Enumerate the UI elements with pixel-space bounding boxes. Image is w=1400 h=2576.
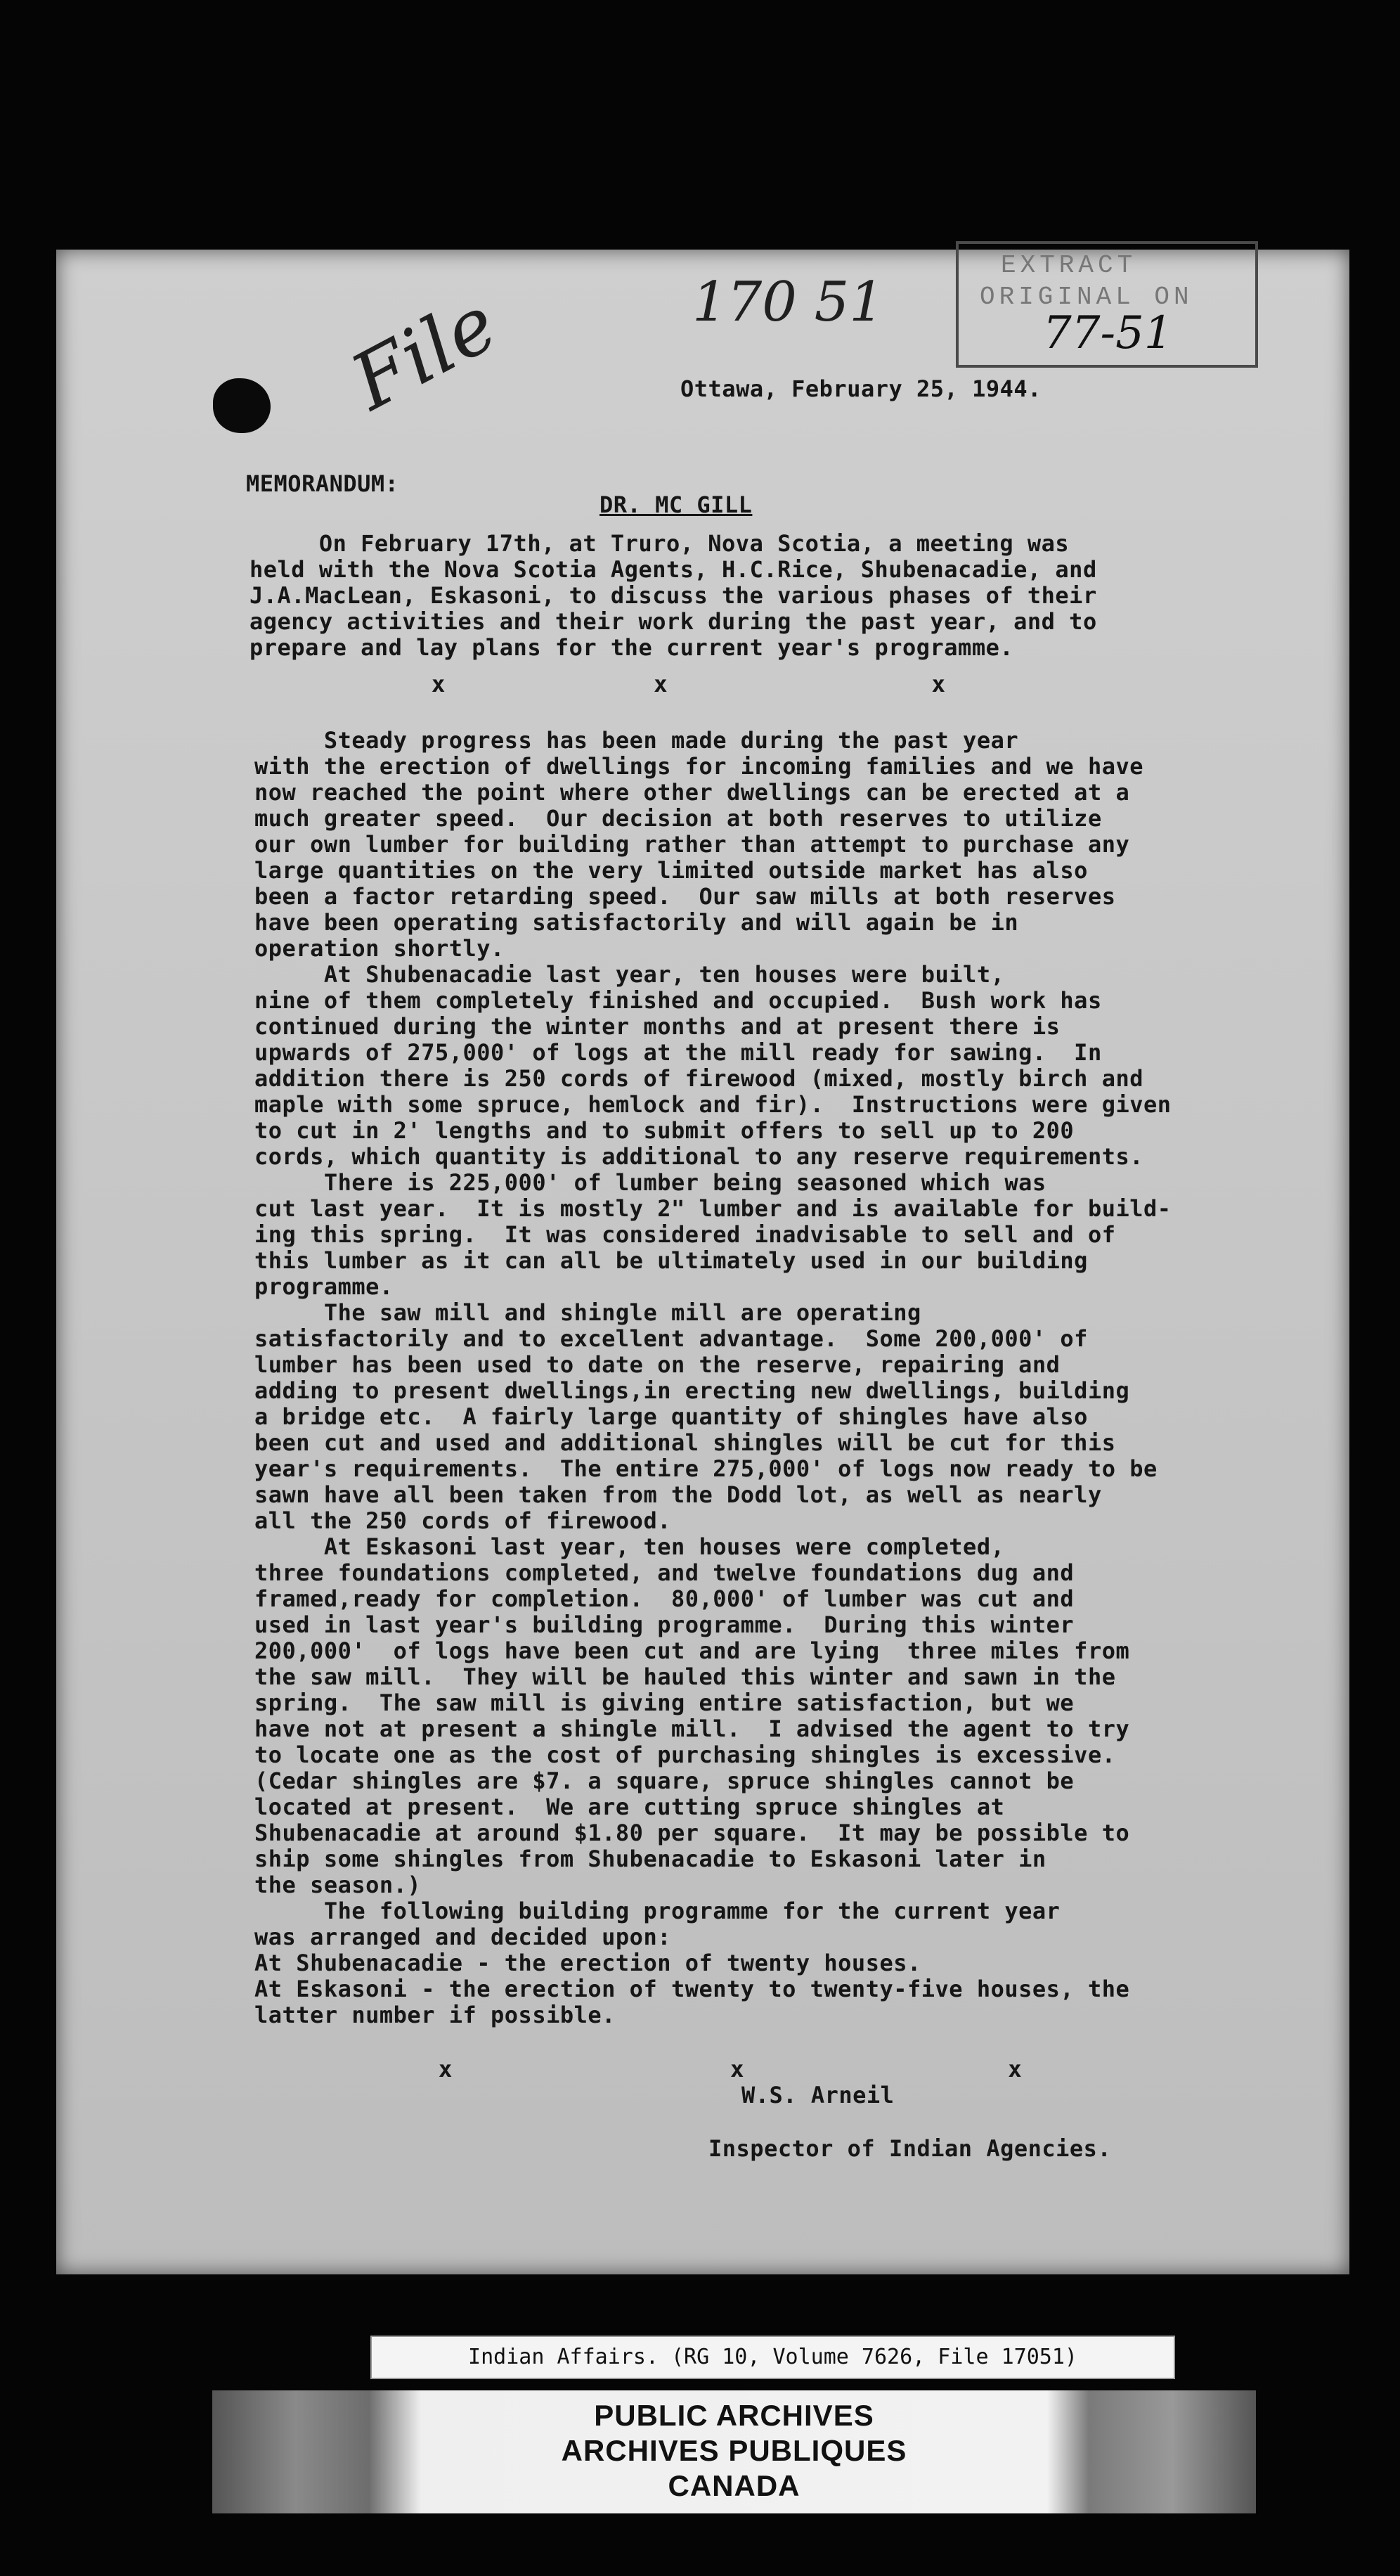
- signature-title: Inspector of Indian Agencies.: [708, 2135, 1112, 2162]
- stamp-line-2: ORIGINAL ON: [980, 283, 1193, 311]
- handwritten-file-number: 170 51: [692, 271, 884, 334]
- archives-line-1: PUBLIC ARCHIVES: [594, 2399, 874, 2432]
- stamp-handwritten-number: 77-51: [1043, 307, 1173, 359]
- memo-body: Steady progress has been made during the past year with the erection of dwellings for incoming families and we have now reached the point where other dwellings can be erected at a much greater speed. Our decision at both reserves to utilize our own lumber for building rather than attempt to purchase any large quantities on the very limited outside market has also been a factor retarding speed. Our saw mills at both reserves have been operating satisfactorily and will again be in operation shortly. At Shubenacadie last year, ten houses were built, nine of them completely finished and occupied. Bush work has continued during the winter months and at present there is upwards of 275,000' of logs at the mill ready for sawing. In addition there is 250 cords of firewood (mixed, mostly birch and maple with some spruce, hemlock and fir). Instructions were given to cut in 2' lengths and to submit offers to sell up to 200 cords, which quantity is additional to any reserve requirements. There is 225,000' of lumber being seasoned which was cut last year. It is mostly 2" lumber and is available for build- ing this spring. It was considered inadvisable to sell and of this lumber as it can all be ultimately used in our building programme. The saw mill and shingle mill are operating satisfactorily and to excellent advantage. Some 200,000' of lumber has been used to date on the reserve, repairing and adding to present dwellings,in erecting new dwellings, building a bridge etc. A fairly large quantity of shingles have also been cut and used and additional shingles will be cut for this year's requirements. The entire 275,000' of logs now ready to be sawn have all been taken from the Dodd lot, as well as nearly all the 250 cords of firewood. At Eskasoni last year, ten houses were completed, three foundations completed, and twelve foundations dug and framed,ready for completion. 80,000' of lumber was cut and used in last year's building programme. During this winter 200,000' of logs have been cut and are lying three miles from the saw mill. They will be hauled this winter and sawn in the spring. The saw mill is giving entire satisfaction, but we have not at present a shingle mill. I advised the agent to try to locate one as the cost of purchasing shingles is excessive. (Cedar shingles are $7. a square, spruce shingles cannot be located at present. We are cutting spruce shingles at Shubenacadie at around $1.80 per square. It may be possible to ship some shingles from Shubenacadie to Eskasoni later in the season.) The following building programme for the current year was arranged and decided upon: At Shubenacadie - the erection of twenty houses. At Eskasoni - the erection of twenty to twenty-five houses, the latter number if possible.: [254, 727, 1172, 2028]
- separator-bottom: x x x: [439, 2056, 1023, 2082]
- signature-name: W.S. Arneil: [741, 2082, 895, 2108]
- archives-banner: [212, 2390, 1256, 2513]
- archives-line-2: ARCHIVES PUBLIQUES: [561, 2434, 907, 2467]
- paragraph-opening: On February 17th, at Truro, Nova Scotia, a meeting was held with the Nova Scotia Agents, H.C.Rice, Shubenacadie, and J.A.MacLean, Eskasoni, to discuss the various phases of their agency activities and their work during the past year, and to prepare and lay plans for the current year's programme.: [249, 530, 1097, 661]
- archives-line-3: CANADA: [668, 2469, 801, 2502]
- addressee: DR. MC GILL: [599, 491, 753, 518]
- stamp-line-1: EXTRACT: [1001, 251, 1137, 280]
- date-line: Ottawa, February 25, 1944.: [680, 375, 1042, 402]
- archive-reference-label: Indian Affairs. (RG 10, Volume 7626, File 17051): [370, 2336, 1175, 2379]
- separator-top: x x x: [432, 671, 946, 697]
- ink-blot: [213, 378, 271, 433]
- file-annotation: File: [337, 278, 512, 427]
- memorandum-label: MEMORANDUM:: [246, 470, 399, 497]
- extract-stamp: [956, 241, 1258, 368]
